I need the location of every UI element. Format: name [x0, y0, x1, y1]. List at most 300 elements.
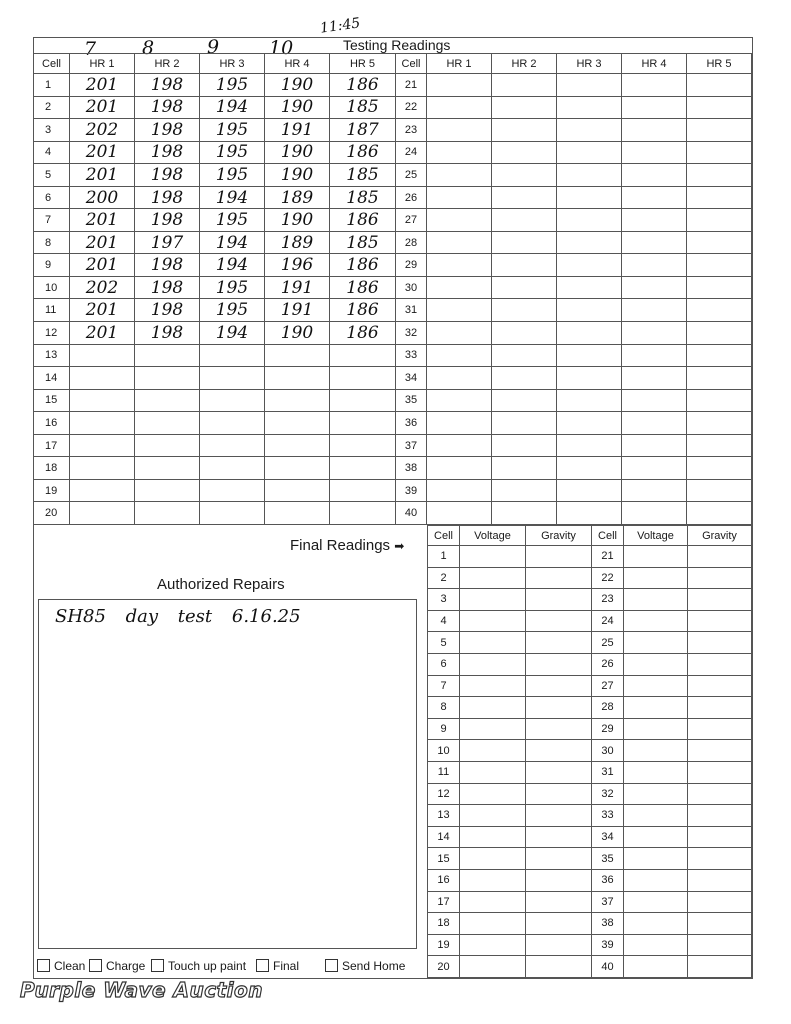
hr-reading[interactable]: 191: [265, 299, 330, 322]
gravity-field[interactable]: [688, 740, 752, 762]
hr-reading[interactable]: 195: [200, 164, 265, 187]
hr-reading[interactable]: [557, 74, 622, 97]
hr-reading[interactable]: [687, 164, 752, 187]
hr-reading[interactable]: [622, 96, 687, 119]
hr-reading[interactable]: 194: [200, 254, 265, 277]
gravity-field[interactable]: [526, 934, 592, 956]
hr-reading[interactable]: 186: [330, 74, 396, 97]
hr-reading[interactable]: [687, 412, 752, 435]
hr-reading[interactable]: 198: [135, 119, 200, 142]
hr-reading[interactable]: [492, 141, 557, 164]
hr-reading[interactable]: [687, 479, 752, 502]
hr-reading[interactable]: [622, 479, 687, 502]
gravity-field[interactable]: [688, 783, 752, 805]
hr-reading[interactable]: [687, 322, 752, 345]
hr-reading[interactable]: [492, 254, 557, 277]
gravity-field[interactable]: [526, 826, 592, 848]
hr-reading[interactable]: [200, 502, 265, 525]
voltage-field[interactable]: [624, 956, 688, 978]
voltage-field[interactable]: [460, 675, 526, 697]
hr-reading[interactable]: [687, 457, 752, 480]
gravity-field[interactable]: [688, 848, 752, 870]
hr-reading[interactable]: [265, 412, 330, 435]
gravity-field[interactable]: [688, 718, 752, 740]
gravity-field[interactable]: [688, 697, 752, 719]
hr-reading[interactable]: [492, 367, 557, 390]
hr-reading[interactable]: [557, 344, 622, 367]
gravity-field[interactable]: [526, 610, 592, 632]
hr-reading[interactable]: [557, 322, 622, 345]
hr-reading[interactable]: [427, 299, 492, 322]
hr-reading[interactable]: [492, 322, 557, 345]
voltage-field[interactable]: [624, 761, 688, 783]
hr-reading[interactable]: 195: [200, 276, 265, 299]
hr-reading[interactable]: [492, 74, 557, 97]
hr-reading[interactable]: 190: [265, 322, 330, 345]
hr-reading[interactable]: 185: [330, 231, 396, 254]
gravity-field[interactable]: [526, 761, 592, 783]
checkbox-square[interactable]: [37, 959, 50, 972]
hr-reading[interactable]: [622, 164, 687, 187]
gravity-field[interactable]: [688, 805, 752, 827]
hr-reading[interactable]: 186: [330, 299, 396, 322]
hr-reading[interactable]: [427, 74, 492, 97]
hr-reading[interactable]: [330, 367, 396, 390]
voltage-field[interactable]: [624, 891, 688, 913]
table-row: [396, 322, 752, 345]
checkbox-square[interactable]: [325, 959, 338, 972]
gravity-field[interactable]: [526, 869, 592, 891]
hr-reading[interactable]: [265, 502, 330, 525]
hr-reading[interactable]: [557, 254, 622, 277]
hr-reading[interactable]: [492, 412, 557, 435]
hr-reading[interactable]: [427, 344, 492, 367]
hr-reading[interactable]: [427, 231, 492, 254]
hr-reading[interactable]: [622, 74, 687, 97]
hr-reading[interactable]: 190: [265, 209, 330, 232]
hr-reading[interactable]: [427, 457, 492, 480]
hr-reading[interactable]: 198: [135, 322, 200, 345]
hr-reading[interactable]: 195: [200, 299, 265, 322]
hr-reading[interactable]: [557, 412, 622, 435]
checkbox-send-home[interactable]: [325, 959, 405, 973]
hr-reading[interactable]: [687, 389, 752, 412]
hr-reading[interactable]: [265, 457, 330, 480]
hr-reading[interactable]: [687, 502, 752, 525]
voltage-field[interactable]: [624, 934, 688, 956]
hr-reading[interactable]: 198: [135, 276, 200, 299]
hr-reading[interactable]: 185: [330, 96, 396, 119]
hr-reading[interactable]: [135, 457, 200, 480]
hr-reading[interactable]: 201: [70, 231, 135, 254]
gravity-field[interactable]: [688, 567, 752, 589]
voltage-field[interactable]: [624, 740, 688, 762]
hr-reading[interactable]: [265, 344, 330, 367]
hr-reading[interactable]: [200, 412, 265, 435]
hr-reading[interactable]: [622, 141, 687, 164]
voltage-field[interactable]: [624, 848, 688, 870]
hr-reading[interactable]: [557, 276, 622, 299]
hr-reading[interactable]: [200, 434, 265, 457]
hr-reading[interactable]: [70, 457, 135, 480]
checkbox-clean[interactable]: [37, 959, 85, 973]
hr-reading[interactable]: 190: [265, 164, 330, 187]
table-row: [396, 231, 752, 254]
hr-reading[interactable]: 198: [135, 96, 200, 119]
hr-reading[interactable]: [70, 502, 135, 525]
voltage-field[interactable]: [460, 848, 526, 870]
hr-reading[interactable]: [427, 412, 492, 435]
hr-reading[interactable]: [557, 389, 622, 412]
hr-reading[interactable]: 194: [200, 322, 265, 345]
hr-reading[interactable]: [492, 96, 557, 119]
hr-reading[interactable]: [557, 434, 622, 457]
hr-reading[interactable]: [687, 299, 752, 322]
hr-reading[interactable]: [330, 457, 396, 480]
voltage-field[interactable]: [460, 589, 526, 611]
voltage-field[interactable]: [624, 783, 688, 805]
hr-reading[interactable]: 194: [200, 186, 265, 209]
hr-reading[interactable]: [330, 434, 396, 457]
hr-reading[interactable]: 187: [330, 119, 396, 142]
hr-reading[interactable]: [622, 119, 687, 142]
voltage-field[interactable]: [460, 546, 526, 568]
hr-reading[interactable]: [200, 479, 265, 502]
hr-reading[interactable]: [200, 344, 265, 367]
hr-reading[interactable]: [557, 119, 622, 142]
hr-reading[interactable]: 186: [330, 209, 396, 232]
hr-reading[interactable]: [135, 389, 200, 412]
voltage-field[interactable]: [460, 956, 526, 978]
voltage-field[interactable]: [624, 567, 688, 589]
hr-reading[interactable]: [622, 209, 687, 232]
gravity-field[interactable]: [526, 697, 592, 719]
hr-reading[interactable]: [557, 367, 622, 390]
voltage-field[interactable]: [460, 718, 526, 740]
hr-reading[interactable]: 201: [70, 209, 135, 232]
hr-reading[interactable]: [687, 141, 752, 164]
gravity-field[interactable]: [526, 546, 592, 568]
gravity-field[interactable]: [688, 653, 752, 675]
hr-reading[interactable]: 201: [70, 164, 135, 187]
hr-reading[interactable]: [330, 389, 396, 412]
hr-reading[interactable]: 195: [200, 119, 265, 142]
gravity-field[interactable]: [526, 848, 592, 870]
voltage-field[interactable]: [624, 632, 688, 654]
hr-reading[interactable]: [687, 209, 752, 232]
checkbox-charge[interactable]: [89, 959, 145, 973]
hr-reading[interactable]: [492, 457, 557, 480]
hr-reading[interactable]: [265, 479, 330, 502]
hr-reading[interactable]: 198: [135, 186, 200, 209]
hr-reading[interactable]: 201: [70, 254, 135, 277]
voltage-field[interactable]: [624, 913, 688, 935]
hr-reading[interactable]: [70, 389, 135, 412]
authorized-repairs-box[interactable]: [38, 599, 417, 949]
hr-reading[interactable]: [557, 209, 622, 232]
hr-reading[interactable]: [687, 434, 752, 457]
hr-reading[interactable]: [492, 299, 557, 322]
hr-reading[interactable]: 191: [265, 276, 330, 299]
gravity-field[interactable]: [688, 610, 752, 632]
gravity-field[interactable]: [688, 546, 752, 568]
gravity-field[interactable]: [526, 783, 592, 805]
gravity-field[interactable]: [526, 675, 592, 697]
voltage-field[interactable]: [460, 697, 526, 719]
hr-reading[interactable]: [492, 209, 557, 232]
hr-reading[interactable]: 201: [70, 96, 135, 119]
checkbox-square[interactable]: [151, 959, 164, 972]
hr-reading[interactable]: [492, 231, 557, 254]
voltage-field[interactable]: [624, 718, 688, 740]
hr-reading[interactable]: [330, 412, 396, 435]
gravity-field[interactable]: [688, 891, 752, 913]
gravity-field[interactable]: [688, 675, 752, 697]
hr-reading[interactable]: 197: [135, 231, 200, 254]
hr-reading[interactable]: [427, 186, 492, 209]
hr-reading[interactable]: 202: [70, 119, 135, 142]
hr-reading[interactable]: 201: [70, 74, 135, 97]
hr-reading[interactable]: [427, 96, 492, 119]
voltage-field[interactable]: [624, 589, 688, 611]
hr-reading[interactable]: [622, 367, 687, 390]
hr-reading[interactable]: [492, 344, 557, 367]
hr-reading[interactable]: [330, 344, 396, 367]
voltage-field[interactable]: [460, 891, 526, 913]
hr-reading[interactable]: [687, 119, 752, 142]
hr-reading[interactable]: 190: [265, 141, 330, 164]
hr-reading[interactable]: [687, 231, 752, 254]
hour-mark-4: 10: [269, 37, 294, 59]
hr-reading[interactable]: [687, 96, 752, 119]
hr-reading[interactable]: 196: [265, 254, 330, 277]
hr-reading[interactable]: 185: [330, 186, 396, 209]
hr-reading[interactable]: [492, 434, 557, 457]
hr-reading[interactable]: [427, 502, 492, 525]
voltage-field[interactable]: [460, 805, 526, 827]
gravity-field[interactable]: [526, 632, 592, 654]
voltage-field[interactable]: [624, 869, 688, 891]
hr-reading[interactable]: [492, 119, 557, 142]
hr-reading[interactable]: 200: [70, 186, 135, 209]
hr-reading[interactable]: [135, 479, 200, 502]
hr-reading[interactable]: [200, 457, 265, 480]
hr-reading[interactable]: [135, 412, 200, 435]
gravity-field[interactable]: [688, 869, 752, 891]
hr-reading[interactable]: [135, 367, 200, 390]
hr-reading[interactable]: [330, 479, 396, 502]
voltage-field[interactable]: [460, 826, 526, 848]
voltage-field[interactable]: [460, 761, 526, 783]
hr-reading[interactable]: 194: [200, 231, 265, 254]
hr-reading[interactable]: [622, 457, 687, 480]
hr-reading[interactable]: [427, 322, 492, 345]
voltage-field[interactable]: [460, 913, 526, 935]
gravity-field[interactable]: [526, 589, 592, 611]
hr-reading[interactable]: 191: [265, 119, 330, 142]
hr-reading[interactable]: [622, 231, 687, 254]
voltage-field[interactable]: [460, 869, 526, 891]
hr-reading[interactable]: [427, 254, 492, 277]
hr-reading[interactable]: [492, 164, 557, 187]
hr-reading[interactable]: 186: [330, 276, 396, 299]
voltage-field[interactable]: [460, 740, 526, 762]
voltage-field[interactable]: [460, 567, 526, 589]
voltage-field[interactable]: [460, 783, 526, 805]
voltage-field[interactable]: [624, 546, 688, 568]
hr-reading[interactable]: 195: [200, 74, 265, 97]
hr-reading[interactable]: [622, 434, 687, 457]
hr-reading[interactable]: [622, 412, 687, 435]
hr-reading[interactable]: [200, 367, 265, 390]
gravity-field[interactable]: [526, 956, 592, 978]
hr-reading[interactable]: [622, 299, 687, 322]
hr-reading[interactable]: [687, 367, 752, 390]
hr-reading[interactable]: 198: [135, 141, 200, 164]
hr-reading[interactable]: [427, 141, 492, 164]
hr-reading[interactable]: [557, 231, 622, 254]
hr-reading[interactable]: [135, 434, 200, 457]
gravity-field[interactable]: [526, 653, 592, 675]
gravity-field[interactable]: [688, 632, 752, 654]
hr-reading[interactable]: [557, 502, 622, 525]
hr-reading[interactable]: [492, 186, 557, 209]
hr-reading[interactable]: [622, 344, 687, 367]
hr-reading[interactable]: [265, 434, 330, 457]
hr-reading[interactable]: [135, 344, 200, 367]
gravity-field[interactable]: [688, 934, 752, 956]
hr-reading[interactable]: [200, 389, 265, 412]
col-header-hr2: HR 2: [492, 54, 557, 74]
hr-reading[interactable]: [427, 119, 492, 142]
hr-reading[interactable]: [492, 479, 557, 502]
gravity-field[interactable]: [526, 891, 592, 913]
hr-reading[interactable]: [492, 502, 557, 525]
hr-reading[interactable]: [70, 412, 135, 435]
hr-reading[interactable]: [265, 389, 330, 412]
hr-reading[interactable]: 195: [200, 141, 265, 164]
hr-reading[interactable]: [687, 254, 752, 277]
voltage-field[interactable]: [624, 653, 688, 675]
hr-reading[interactable]: 185: [330, 164, 396, 187]
table-row: [428, 610, 752, 632]
checkbox-square[interactable]: [89, 959, 102, 972]
voltage-field[interactable]: [624, 826, 688, 848]
hr-reading[interactable]: [265, 367, 330, 390]
hr-reading[interactable]: [492, 389, 557, 412]
hr-reading[interactable]: [557, 299, 622, 322]
hr-reading[interactable]: [427, 367, 492, 390]
hr-reading[interactable]: [557, 96, 622, 119]
hr-reading[interactable]: [427, 276, 492, 299]
hr-reading[interactable]: 198: [135, 254, 200, 277]
gravity-field[interactable]: [526, 740, 592, 762]
gravity-field[interactable]: [688, 956, 752, 978]
gravity-field[interactable]: [526, 805, 592, 827]
hr-reading[interactable]: 198: [135, 164, 200, 187]
hr-reading[interactable]: 186: [330, 141, 396, 164]
hr-reading[interactable]: [557, 141, 622, 164]
gravity-field[interactable]: [688, 913, 752, 935]
gravity-field[interactable]: [688, 761, 752, 783]
hr-reading[interactable]: [557, 164, 622, 187]
voltage-field[interactable]: [460, 610, 526, 632]
hr-reading[interactable]: [687, 186, 752, 209]
hr-reading[interactable]: [622, 502, 687, 525]
hr-reading[interactable]: 198: [135, 209, 200, 232]
hr-reading[interactable]: [70, 367, 135, 390]
hr-reading[interactable]: [492, 276, 557, 299]
hr-reading[interactable]: [427, 389, 492, 412]
voltage-field[interactable]: [460, 653, 526, 675]
hr-reading[interactable]: [70, 434, 135, 457]
hr-reading[interactable]: 198: [135, 74, 200, 97]
voltage-field[interactable]: [624, 805, 688, 827]
hr-reading[interactable]: 202: [70, 276, 135, 299]
hr-reading[interactable]: [557, 186, 622, 209]
hr-reading[interactable]: [427, 164, 492, 187]
checkbox-square[interactable]: [256, 959, 269, 972]
hr-reading[interactable]: [622, 322, 687, 345]
cell-number: 36: [592, 869, 624, 891]
hr-reading[interactable]: [687, 276, 752, 299]
gravity-field[interactable]: [688, 589, 752, 611]
cell-number: 10: [34, 276, 70, 299]
hr-reading[interactable]: 186: [330, 322, 396, 345]
hr-reading[interactable]: 201: [70, 141, 135, 164]
gravity-field[interactable]: [688, 826, 752, 848]
voltage-field[interactable]: [624, 697, 688, 719]
hr-reading[interactable]: [135, 502, 200, 525]
gravity-field[interactable]: [526, 913, 592, 935]
hr-reading[interactable]: [687, 344, 752, 367]
hr-reading[interactable]: 201: [70, 299, 135, 322]
hr-reading[interactable]: [622, 389, 687, 412]
gravity-field[interactable]: [526, 567, 592, 589]
hr-reading[interactable]: 201: [70, 322, 135, 345]
hr-reading[interactable]: [557, 479, 622, 502]
voltage-field[interactable]: [624, 675, 688, 697]
voltage-field[interactable]: [624, 610, 688, 632]
hr-reading[interactable]: [427, 479, 492, 502]
hr-reading[interactable]: 186: [330, 254, 396, 277]
hr-reading[interactable]: [622, 276, 687, 299]
hr-reading[interactable]: 189: [265, 231, 330, 254]
voltage-field[interactable]: [460, 632, 526, 654]
table-row: [428, 718, 752, 740]
cell-number: 38: [592, 913, 624, 935]
voltage-field[interactable]: [460, 934, 526, 956]
hr-reading[interactable]: [622, 186, 687, 209]
hr-reading[interactable]: 189: [265, 186, 330, 209]
checkbox-touch-up-paint[interactable]: [151, 959, 246, 973]
hr-reading[interactable]: [557, 457, 622, 480]
hr-reading[interactable]: [427, 434, 492, 457]
hr-reading[interactable]: [622, 254, 687, 277]
hr-reading[interactable]: 190: [265, 74, 330, 97]
hr-reading[interactable]: 198: [135, 299, 200, 322]
hr-reading[interactable]: [427, 209, 492, 232]
hr-reading[interactable]: [70, 344, 135, 367]
hr-reading[interactable]: [687, 74, 752, 97]
hr-reading[interactable]: 195: [200, 209, 265, 232]
hr-reading[interactable]: 190: [265, 96, 330, 119]
hr-reading[interactable]: [70, 479, 135, 502]
hr-reading[interactable]: [330, 502, 396, 525]
gravity-field[interactable]: [526, 718, 592, 740]
checkbox-final[interactable]: [256, 959, 299, 973]
hr-reading[interactable]: 194: [200, 96, 265, 119]
